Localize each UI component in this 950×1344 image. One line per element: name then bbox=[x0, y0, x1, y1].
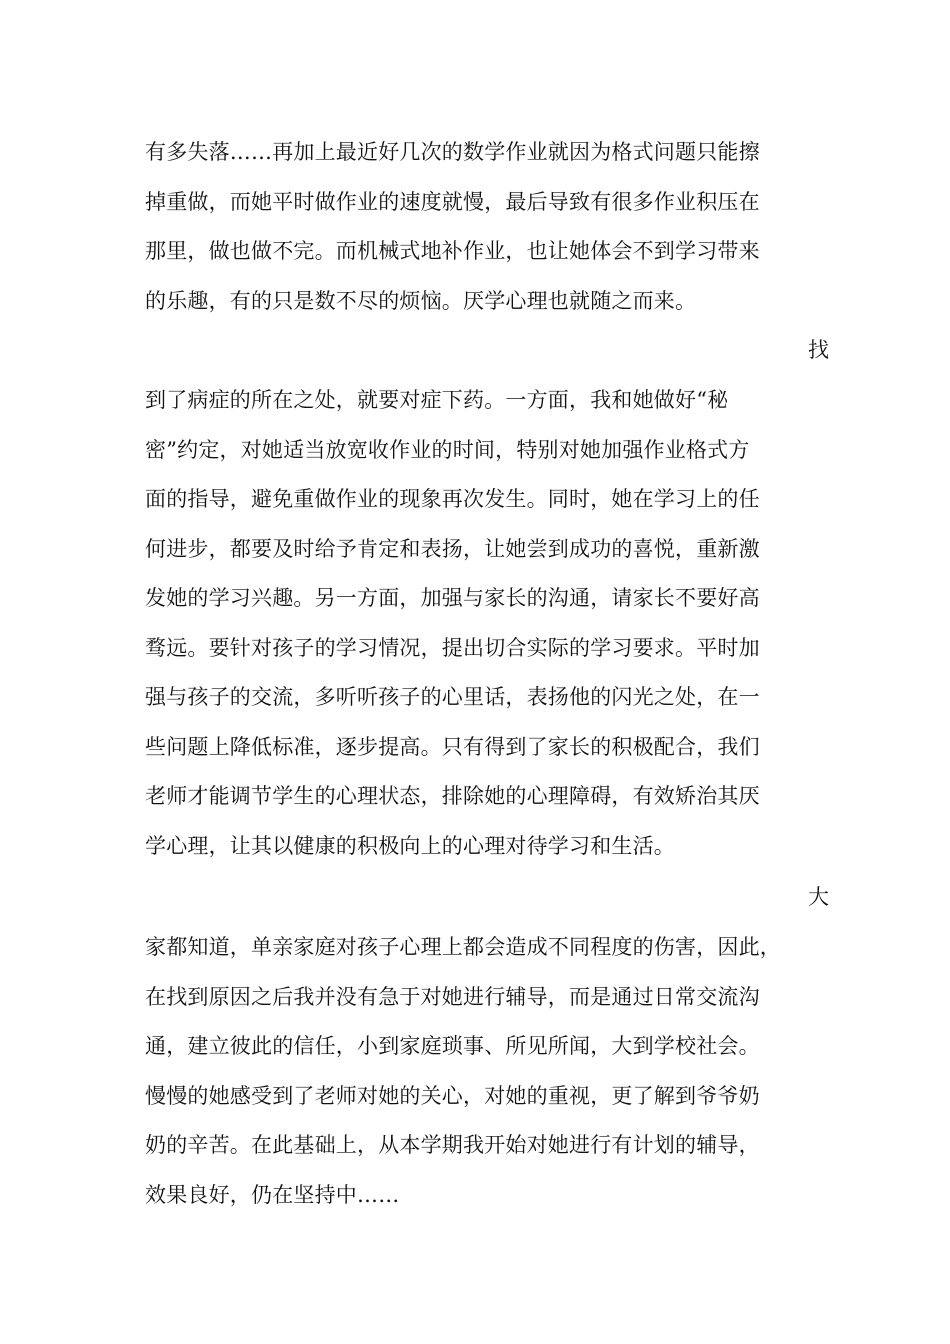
paragraph-line: 学心理，让其以健康的积极向上的心理对待学习和生活。 bbox=[145, 833, 675, 858]
paragraph-line: 家都知道，单亲家庭对孩子心理上都会造成不同程度的伤害，因此， bbox=[145, 935, 781, 959]
paragraph-3 bbox=[145, 923, 830, 1220]
paragraph-line: 面的指导，避免重做作业的现象再次发生。同时，她在学习上的任 bbox=[145, 487, 760, 511]
paragraph-line: 在找到原因之后我并没有急于对她进行辅导，而是通过日常交流沟 bbox=[145, 984, 760, 1009]
paragraph-line: 慢慢的她感受到了老师对她的关心，对她的重视，更了解到爷爷奶 bbox=[145, 1083, 760, 1108]
paragraph-line: 发她的学习兴趣。另一方面，加强与家长的沟通，请家长不要好高 bbox=[145, 586, 760, 610]
paragraph-line: 掉重做，而她平时做作业的速度就慢，最后导致有很多作业积压在 bbox=[145, 189, 760, 214]
paragraph-line: 何进步，都要及时给予肯定和表扬，让她尝到成功的喜悦，重新激 bbox=[145, 536, 760, 561]
paragraph-1 bbox=[145, 128, 830, 326]
paragraph-line: 到了病症的所在之处，就要对症下药。一方面，我和她做好“秘 bbox=[145, 388, 729, 412]
paragraph-2 bbox=[145, 376, 830, 871]
paragraph-line: 那里，做也做不完。而机械式地补作业，也让她体会不到学习带来 bbox=[145, 239, 760, 263]
paragraph-line: 效果良好，仍在坚持中…… bbox=[145, 1182, 400, 1207]
paragraph-line: 的乐趣，有的只是数不尽的烦恼。厌学心理也就随之而来。 bbox=[145, 288, 697, 313]
paragraph-line: 些问题上降低标准，逐步提高。只有得到了家长的积极配合，我们 bbox=[145, 734, 760, 759]
paragraph-line: 通，建立彼此的信任，小到家庭琐事、所见所闻，大到学校社会。 bbox=[145, 1034, 760, 1058]
paragraph-line: 有多失落……再加上最近好几次的数学作业就因为格式问题只能擦 bbox=[145, 140, 760, 164]
paragraph-line: 奶的辛苦。在此基础上，从本学期我开始对她进行有计划的辅导， bbox=[145, 1133, 760, 1157]
paragraph-line: 骛远。要针对孩子的学习情况，提出切合实际的学习要求。平时加 bbox=[145, 635, 760, 660]
paragraph-2-lead-char: 找 bbox=[808, 338, 829, 362]
paragraph-line: 密”约定，对她适当放宽收作业的时间，特别对她加强作业格式方 bbox=[145, 437, 750, 462]
paragraph-line: 强与孩子的交流，多听听孩子的心里话，表扬他的闪光之处，在一 bbox=[145, 685, 760, 709]
paragraph-3-lead-char: 大 bbox=[808, 885, 829, 909]
paragraph-line: 老师才能调节学生的心理状态，排除她的心理障碍，有效矫治其厌 bbox=[145, 784, 760, 808]
